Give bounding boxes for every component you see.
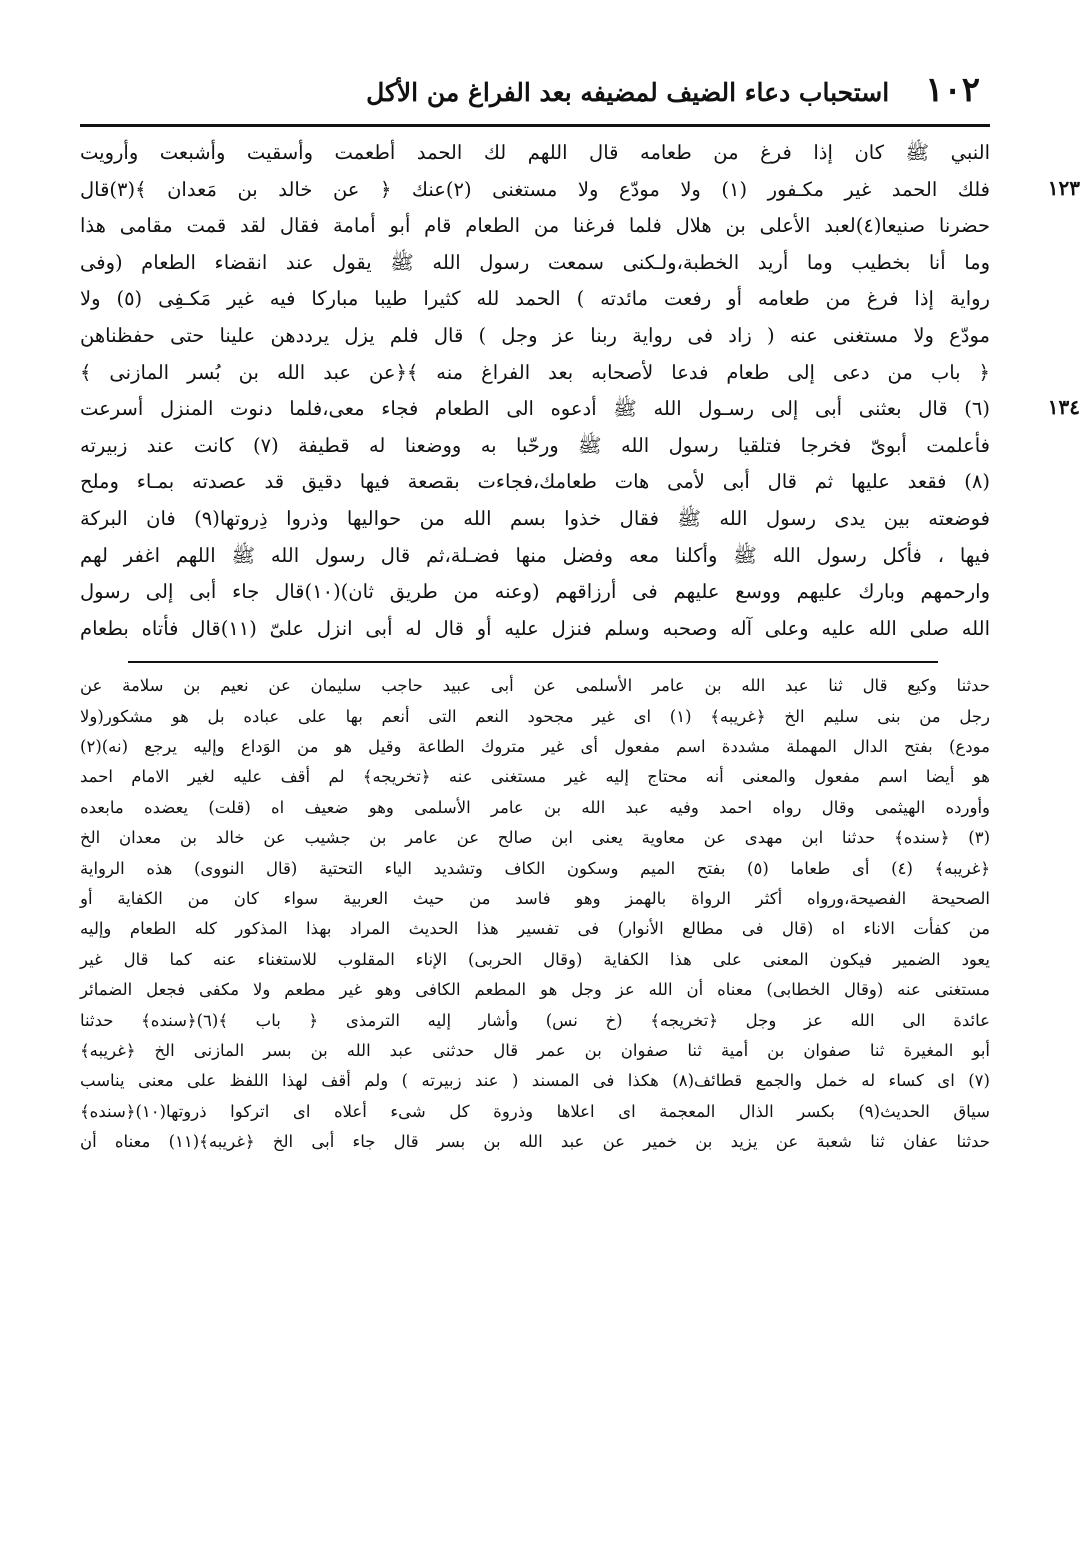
- footnote-line: (٧) اى كساء له خمل والجمع قطائف(٨) هكذا فى المسند ( عند زبيرته ) ولم أقف لهذا اللفظ على معنى يناسب: [80, 1071, 990, 1091]
- footnote-line: مودع) بفتح الدال المهملة مشددة اسم مفعول أى غير متروك الطاعة وقيل هو من الوَداع وإليه يرجع (نه)(٢): [80, 737, 990, 757]
- footnote-line: حدثنا عفان ثنا شعبة عن يزيد بن خمير عن عبد الله بن بسر قال جاء أبى الخ ﴿غريبه﴾(١١) معناه أن: [80, 1132, 991, 1152]
- footnote-line: حدثنا وكيع قال ثنا عبد الله بن عامر الأسلمى عن أبى عبيد حاجب سليمان عن نعيم بن سلامة عن: [80, 676, 990, 696]
- main-text-line: فأعلمت أبوىّ فخرجا فتلقيا رسول الله ﷺ ورحّبا به ووضعنا له قطيفة (٧) كانت عند زبيرته: [80, 433, 990, 457]
- main-text-line: (٨) فقعد عليها ثم قال أبى لأمى هات طعامك،فجاءت بقصعة فيها دقيق قد عصدته بمـاء وملح: [80, 470, 990, 494]
- footnote-line: (٣) ﴿سنده﴾ حدثنا ابن مهدى عن معاوية يعنى ابن صالح عن عامر بن جشيب عن خالد بن معدان الخ: [80, 828, 990, 848]
- footnotes: [80, 671, 990, 1157]
- document-page: [80, 70, 1080, 1158]
- main-text-line: فيها ، فأكل رسول الله ﷺ وأكلنا معه وفضل منها فضـلة،ثم قال رسول الله ﷺ اللهم اغفر لهم: [80, 543, 990, 567]
- main-text-line: ﴿ باب من دعى إلى طعام فدعا لأصحابه بعد الفراغ منه ﴾﴿عن عبد الله بن بُسر المازنى ﴾: [80, 360, 990, 384]
- page-header: [80, 70, 990, 120]
- footnote-line: سياق الحديث(٩) بكسر الذال المعجمة اى اعلاها وذروة كل شىء أعلاه اى اتركوا ذروتها(١٠)﴿سنده﴾: [80, 1101, 990, 1121]
- running-title: استحباب دعاء الضيف لمضيفه بعد الفراغ من الأكل: [366, 78, 890, 107]
- main-text-line: الله صلى الله عليه وعلى آله وصحبه وسلم فنزل عليه أو قال له أبى انزل علىّ (١١)قال فأتاه بطعام: [80, 616, 990, 640]
- main-text-line: النبي ﷺ كان إذا فرغ من طعامه قال اللهم لك الحمد أطعمت وأسقيت وأشبعت وأرويت: [80, 141, 990, 164]
- page-number: ١٠٢: [925, 70, 980, 110]
- footnote-line: ﴿غريبه﴾ (٤) أى طعاما (٥) بفتح الميم وسكون الكاف وتشديد الياء التحتية (قال النووى) هذه الرواية: [80, 858, 990, 878]
- main-text: [80, 135, 1080, 647]
- footnote-line: الصحيحة الفصيحة،ورواه أكثر الرواة بالهمز وهو فاسد من حيث العربية سواء كان من الكفاية أو: [80, 889, 990, 909]
- footnote-line: من كفأت الاناء اه (قال فى مطالع الأنوار) فى تفسير هذا الحديث المراد بهذا المذكور كله الطعام وإليه: [80, 919, 990, 939]
- footnote-line: وأورده الهيثمى وقال رواه احمد وفيه عبد الله بن عامر الأسلمى وهو ضعيف اه (قلت) يعضده مابعده: [80, 797, 990, 817]
- hadith-number: ١٣٤: [1047, 395, 1080, 420]
- main-text-line: مودّع ولا مستغنى عنه ( زاد فى رواية ربنا عز وجل ) قال فلم يزل يرددهن علينا حتى حفظناهن: [80, 323, 990, 347]
- footnote-line: رجل من بنى سليم الخ ﴿غريبه﴾ (١) اى غير مجحود النعم التى أنعم بها على عباده بل هو مشكور(ولا: [80, 706, 990, 726]
- footnote-line: مستغنى عنه (وقال الخطابى) معناه أن الله عز وجل هو المطعم الكافى وهو غير مطعم ولا مكفى فجعل الضمائر: [80, 980, 990, 1000]
- header-rule: [80, 124, 990, 127]
- main-text-line: وما أنا بخطيب وما أريد الخطبة،ولـكنى سمعت رسول الله ﷺ يقول عند انقضاء الطعام (وفى: [80, 250, 990, 274]
- footnote-line: عائدة الى الله عز وجل ﴿تخريجه﴾ (خ نس) وأشار إليه الترمذى ﴿ باب ﴾(٦)﴿سنده﴾ حدثنا: [80, 1010, 990, 1030]
- main-text-line: حضرنا صنيعا(٤)لعبد الأعلى بن هلال فلما فرغنا من الطعام قام أبو أمامة فقال لقد قمت مقامى هذا: [80, 214, 990, 238]
- main-text-line: فلك الحمد غير مكـفور (١) ولا مودّع ولا مستغنى (٢)عنك ﴿ عن خالد بن مَعدان ﴾(٣)قال: [80, 177, 990, 201]
- footnote-line: يعود الضمير فيكون المعنى على هذا الكفاية (وقال الحربى) الإناء المقلوب للاستغناء عنه كما قال غير: [80, 949, 990, 969]
- main-text-line: (٦) قال بعثنى أبى إلى رسـول الله ﷺ أدعوه الى الطعام فجاء معى،فلما دنوت المنزل أسرعت: [80, 397, 990, 421]
- main-text-line: وارحمهم وبارك عليهم ووسع عليهم فى أرزاقهم (وعنه من طريق ثان)(١٠)قال جاء أبى إلى رسول: [80, 580, 990, 604]
- main-text-line: فوضعته بين يدى رسول الله ﷺ فقال خذوا بسم الله من حواليها وذروا ذِروتها(٩) فان البركة: [80, 506, 990, 530]
- main-text-line: رواية إذا فرغ من طعامه أو رفعت مائدته ) الحمد لله كثيرا طيبا مباركا فيه غير مَكـفِى (٥) ولا: [80, 287, 990, 311]
- footnote-separator: [128, 661, 938, 663]
- hadith-number: ١٢٣: [1047, 175, 1080, 200]
- footnote-line: أبو المغيرة ثنا صفوان بن أمية ثنا صفوان بن عمر قال حدثنى عبد الله بن بسر المازنى الخ ﴿غريبه﴾: [80, 1041, 990, 1060]
- footnote-line: هو أيضا اسم مفعول والمعنى أنه محتاج إليه غير مستغنى عنه ﴿تخريجه﴾ لم أقف عليه لغير الامام احمد: [80, 767, 990, 787]
